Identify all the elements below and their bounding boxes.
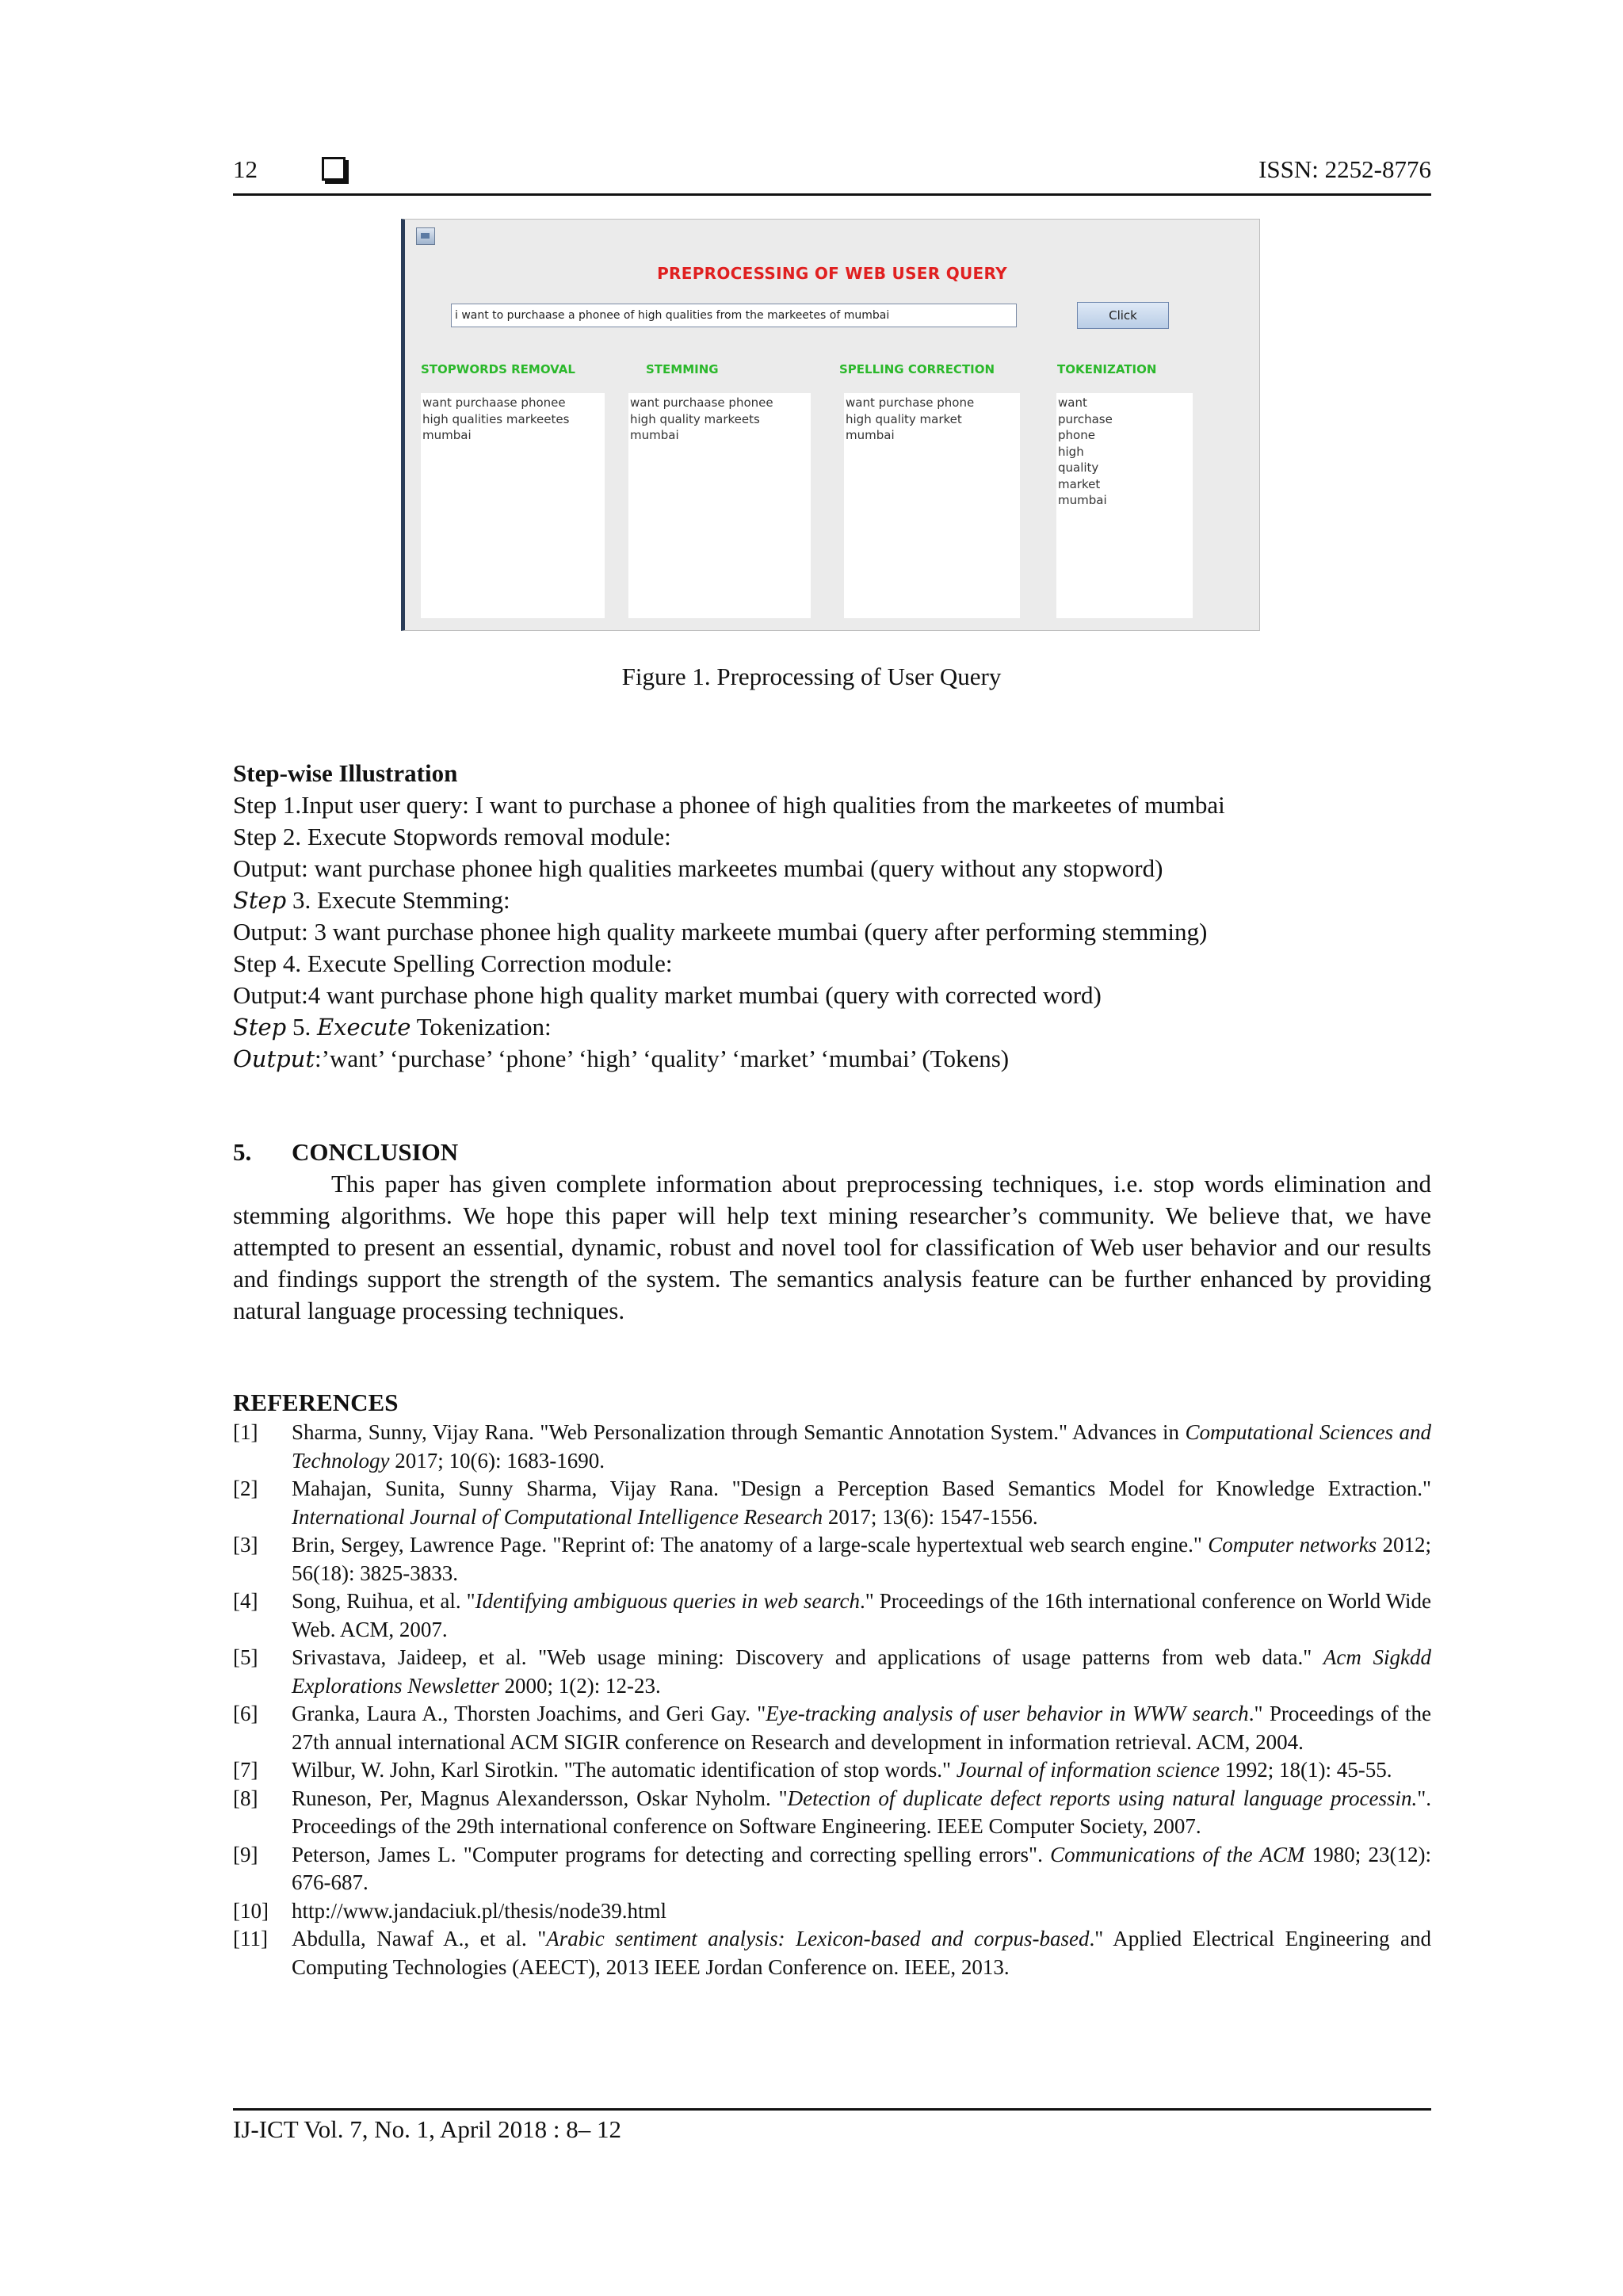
reference-item: [233, 1587, 1431, 1644]
reference-text: Brin, Sergey, Lawrence Page. "Reprint of: The anatomy of a large-scale hypertextual web search engine.": [292, 1533, 1209, 1557]
step-line: Output: want purchase phonee high qualities markeetes mumbai (query without any stopword): [233, 854, 1163, 882]
reference-text: Abdulla, Nawaf A., et al. ": [292, 1927, 547, 1950]
query-input[interactable]: [451, 304, 1017, 327]
figure-app-window: [401, 219, 1260, 631]
reference-item: [233, 1897, 1431, 1926]
references-heading: REFERENCES: [233, 1389, 399, 1416]
reference-number: [10]: [233, 1898, 269, 1923]
step-text: :’want’ ‘purchase’ ‘phone’ ‘high’ ‘quality’ ‘market’ ‘mumbai’ (Tokens): [315, 1045, 1010, 1072]
stopwords-removal-label: STOPWORDS REMOVAL: [421, 362, 575, 376]
step-line: [233, 1011, 1431, 1043]
section-title: CONCLUSION: [292, 1138, 459, 1166]
click-button[interactable]: Click: [1077, 302, 1169, 329]
reference-text: 2000; 1(2): 12-23.: [498, 1673, 661, 1698]
step-line: Output: 3 want purchase phonee high quality markeete mumbai (query after performing stemming): [233, 918, 1208, 946]
reference-text: Granka, Laura A., Thorsten Joachims, and Geri Gay. ": [292, 1702, 766, 1725]
spelling-correction-output[interactable]: want purchase phone high quality market mumbai: [844, 393, 1020, 618]
reference-text: ." Applied Electrical Engineering and Computing Technologies (AEECT), 2013 IEEE Jordan Conference on. IEEE, 2013.: [292, 1927, 1431, 1979]
step-line: Step 1.Input user query: I want to purchase a phonee of high qualities from the markeetes of mumbai: [233, 791, 1225, 819]
reference-number: [5]: [233, 1645, 258, 1669]
reference-text: 1992; 18(1): 45-55.: [1219, 1758, 1392, 1782]
reference-item: [233, 1841, 1431, 1897]
step-line: Step 2. Execute Stopwords removal module:: [233, 823, 671, 850]
stemming-output[interactable]: want purchaase phonee high quality markeets mumbai: [628, 393, 811, 618]
reference-item: [233, 1475, 1431, 1531]
stepwise-illustration: [233, 758, 1431, 1075]
reference-number: [2]: [233, 1477, 258, 1500]
reference-item: [233, 1419, 1431, 1475]
reference-text: 2017; 13(6): 1547-1556.: [823, 1504, 1038, 1529]
reference-text: Mahajan, Sunita, Sunny Sharma, Vijay Rana. "Design a Perception Based Semantics Model for Knowledge Extraction.": [292, 1477, 1431, 1500]
reference-number: [4]: [233, 1589, 258, 1613]
reference-text: ." Proceedings of the 16th international conference on World Wide Web. ACM, 2007.: [292, 1589, 1431, 1641]
reference-venue: Computer networks: [1208, 1533, 1377, 1557]
reference-number: [9]: [233, 1842, 258, 1866]
reference-number: [3]: [233, 1533, 258, 1557]
reference-text: 2017; 10(6): 1683-1690.: [389, 1448, 605, 1473]
reference-item: [233, 1531, 1431, 1587]
page-number: 12: [233, 155, 258, 183]
reference-title: Detection of duplicate defect reports using natural language processin.: [787, 1786, 1418, 1810]
conclusion-body: This paper has given complete information about preprocessing techniques, i.e. stop words elimination and stemming algorithms. We hope this paper will help text mining researcher’s community. We believe that, we have attempted to present an essential, dynamic, robust and novel tool for classification of Web user behavior and our results and findings support the strength of the system. The semantics analysis feature can be further enhanced by providing natural language processing techniques.: [233, 1170, 1431, 1324]
math-step: Step: [233, 1014, 287, 1041]
reference-text: ." Proceedings of the 27th annual international ACM SIGIR conference on Research and development in information retrieval. ACM, 2004.: [292, 1702, 1431, 1754]
spelling-correction-label: SPELLING CORRECTION: [839, 362, 995, 376]
stopwords-removal-output[interactable]: want purchaase phonee high qualities markeetes mumbai: [421, 393, 605, 618]
math-step: Step: [233, 887, 287, 914]
tokenization-label: TOKENIZATION: [1057, 362, 1157, 376]
reference-venue: International Journal of Computational Intelligence Research: [292, 1504, 823, 1529]
step-line: Step 4. Execute Spelling Correction module:: [233, 949, 673, 977]
math-output: Output: [233, 1045, 315, 1072]
reference-text: Song, Ruihua, et al. ": [292, 1589, 475, 1613]
reference-item: [233, 1700, 1431, 1756]
app-title: PREPROCESSING OF WEB USER QUERY: [657, 264, 1007, 283]
reference-item: [233, 1644, 1431, 1700]
reference-item: [233, 1756, 1431, 1785]
step-text: 3. Execute Stemming:: [286, 886, 510, 914]
issn: ISSN: 2252-8776: [1258, 155, 1431, 183]
reference-venue: Communications of the ACM: [1050, 1842, 1305, 1866]
step-text: Tokenization:: [411, 1013, 552, 1041]
reference-text: Runeson, Per, Magnus Alexandersson, Oskar Nyholm. ": [292, 1786, 788, 1810]
figure-caption: Figure 1. Preprocessing of User Query: [621, 663, 1002, 690]
reference-venue: Computational Sciences and Technology: [292, 1420, 1431, 1473]
reference-list: [233, 1419, 1431, 1981]
step-line: [233, 884, 1431, 916]
reference-text: 1980; 23(12): 676-687.: [292, 1842, 1431, 1894]
page-header: [233, 155, 1431, 196]
reference-text: Wilbur, W. John, Karl Sirotkin. "The automatic identification of stop words.": [292, 1758, 957, 1782]
reference-text: 2012; 56(18): 3825-3833.: [292, 1533, 1431, 1585]
steps-heading: Step-wise Illustration: [233, 759, 458, 787]
reference-item: [233, 1925, 1431, 1981]
step-text: 5.: [286, 1013, 317, 1041]
references-section: [233, 1387, 1431, 1981]
reference-text: Sharma, Sunny, Vijay Rana. "Web Personalization through Semantic Annotation System." Advances in: [292, 1420, 1186, 1444]
reference-title: Eye-tracking analysis of user behavior in WWW search: [766, 1702, 1249, 1725]
java-window-icon: [416, 227, 435, 245]
reference-number: [7]: [233, 1758, 258, 1782]
reference-text: Srivastava, Jaideep, et al. "Web usage mining: Discovery and applications of usage patterns from web data.": [292, 1645, 1323, 1669]
reference-number: [6]: [233, 1702, 258, 1725]
reference-venue: Acm Sigkdd Explorations Newsletter: [292, 1645, 1431, 1698]
reference-link[interactable]: http://www.jandaciuk.pl/thesis/node39.html: [292, 1898, 666, 1923]
reference-title: Arabic sentiment analysis: Lexicon-based and corpus-based: [546, 1927, 1090, 1950]
conclusion-section: [233, 1137, 1431, 1327]
reference-number: [1]: [233, 1420, 258, 1444]
conclusion-heading: [233, 1137, 1431, 1168]
page-footer: IJ-ICT Vol. 7, No. 1, April 2018 : 8– 12: [233, 2108, 1431, 2144]
reference-title: Identifying ambiguous queries in web search: [475, 1589, 860, 1613]
reference-item: [233, 1785, 1431, 1841]
tokenization-output[interactable]: want purchase phone high quality market mumbai: [1056, 393, 1193, 618]
step-line: Output:4 want purchase phone high quality market mumbai (query with corrected word): [233, 981, 1102, 1009]
reference-number: [11]: [233, 1927, 268, 1950]
stemming-label: STEMMING: [646, 362, 719, 376]
reference-number: [8]: [233, 1786, 258, 1810]
reference-text: Peterson, James L. "Computer programs for detecting and correcting spelling errors".: [292, 1842, 1051, 1866]
reference-text: ". Proceedings of the 29th international conference on Software Engineering. IEEE Computer Society, 2007.: [292, 1786, 1431, 1838]
section-number: 5.: [233, 1138, 252, 1166]
math-execute: Execute: [317, 1014, 411, 1041]
step-line: [233, 1043, 1431, 1075]
reference-venue: Journal of information science: [956, 1758, 1220, 1782]
checkbox-square-icon: [322, 157, 346, 181]
